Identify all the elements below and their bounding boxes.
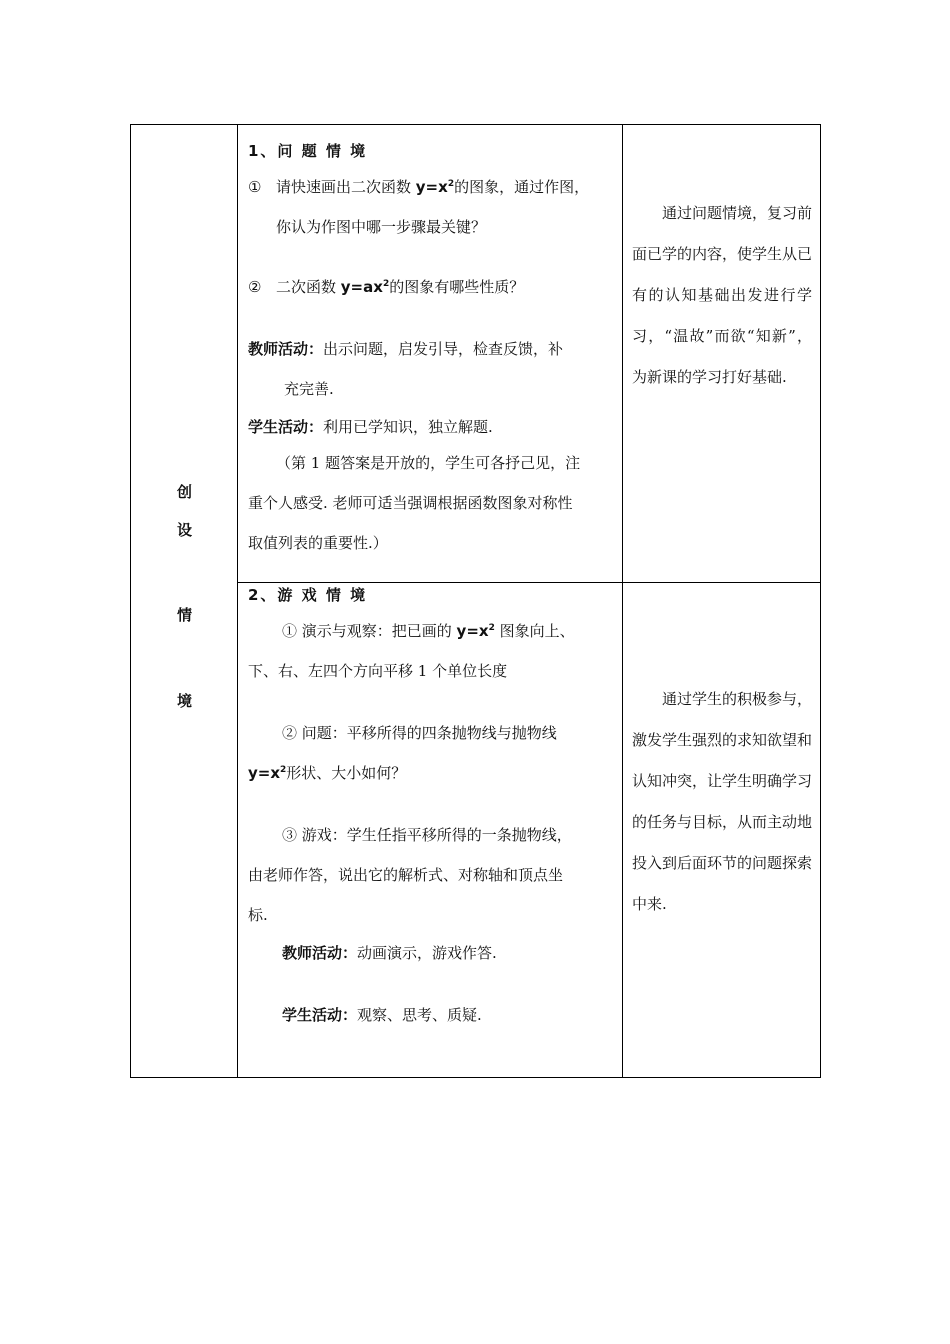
section1-intent: 通过问题情境，复习前面已学的内容，使学生从已有的认知基础出发进行学习，“温故”而欲“知新”，为新课的学习打好基础. bbox=[632, 204, 813, 386]
teacher-activity: 教师活动：动画演示，游戏作答. bbox=[282, 944, 497, 962]
section2-intent-cell bbox=[623, 583, 821, 1078]
step-3-line1: ③ 游戏：学生任指平移所得的一条抛物线， bbox=[282, 826, 572, 844]
section2-content-cell bbox=[238, 583, 623, 1078]
section1-intent-cell bbox=[623, 125, 821, 583]
step-1-line2: 下、右、左四个方向平移 1 个单位长度 bbox=[248, 662, 508, 680]
step-3-line3: 标. bbox=[248, 906, 268, 924]
stage-cell bbox=[131, 125, 238, 1078]
stage-char: 创 bbox=[176, 483, 192, 501]
section1-heading: 1、问 题 情 境 bbox=[248, 142, 368, 160]
formula: $y=x^2$ bbox=[456, 622, 495, 640]
question-2: 二次函数 $y=ax^2$的图象有哪些性质？ bbox=[276, 278, 525, 296]
stage-char: 设 bbox=[176, 521, 192, 539]
question-2-marker: ② bbox=[248, 278, 262, 296]
question-1-line2: 你认为作图中哪一步骤最关键？ bbox=[276, 218, 487, 236]
section2-heading: 2、游 戏 情 境 bbox=[248, 586, 368, 604]
stage-char: 情 bbox=[176, 606, 192, 624]
student-activity: 学生活动：观察、思考、质疑. bbox=[282, 1006, 482, 1024]
note-line: 重个人感受. 老师可适当强调根据函数图象对称性 bbox=[248, 494, 573, 512]
question-1-marker: ① bbox=[248, 178, 262, 196]
step-1-line1: ① 演示与观察：把已画的 $y=x^2$ 图象向上、 bbox=[282, 622, 575, 640]
formula: $y=ax^2$ bbox=[340, 278, 390, 296]
question-1-line1: 请快速画出二次函数 $y=x^2$的图象，通过作图， bbox=[276, 178, 590, 196]
stage-char: 境 bbox=[176, 692, 192, 710]
step-3-line2: 由老师作答，说出它的解析式、对称轴和顶点坐 bbox=[248, 866, 564, 884]
teacher-activity: 教师活动：出示问题，启发引导，检查反馈，补 bbox=[248, 340, 564, 358]
step-2-line1: ② 问题：平移所得的四条抛物线与抛物线 bbox=[282, 724, 557, 742]
teacher-activity-cont: 充完善. bbox=[284, 380, 334, 398]
formula: $y=x^2$ bbox=[415, 178, 455, 196]
lesson-plan-table bbox=[130, 124, 821, 1078]
section1-content-cell bbox=[238, 125, 623, 583]
section2-intent: 通过学生的积极参与，激发学生强烈的求知欲望和认知冲突，让学生明确学习的任务与目标，从而主动地投入到后面环节的问题探索中来. bbox=[632, 690, 813, 913]
student-activity: 学生活动：利用已学知识，独立解题. bbox=[248, 418, 493, 436]
step-2-line2: $y=x^2$形状、大小如何？ bbox=[248, 764, 407, 782]
note-line: （第 1 题答案是开放的，学生可各抒己见，注 bbox=[276, 454, 581, 472]
table-row bbox=[131, 125, 821, 583]
formula: $y=x^2$ bbox=[248, 764, 287, 782]
note-line: 取值列表的重要性.） bbox=[248, 534, 388, 552]
